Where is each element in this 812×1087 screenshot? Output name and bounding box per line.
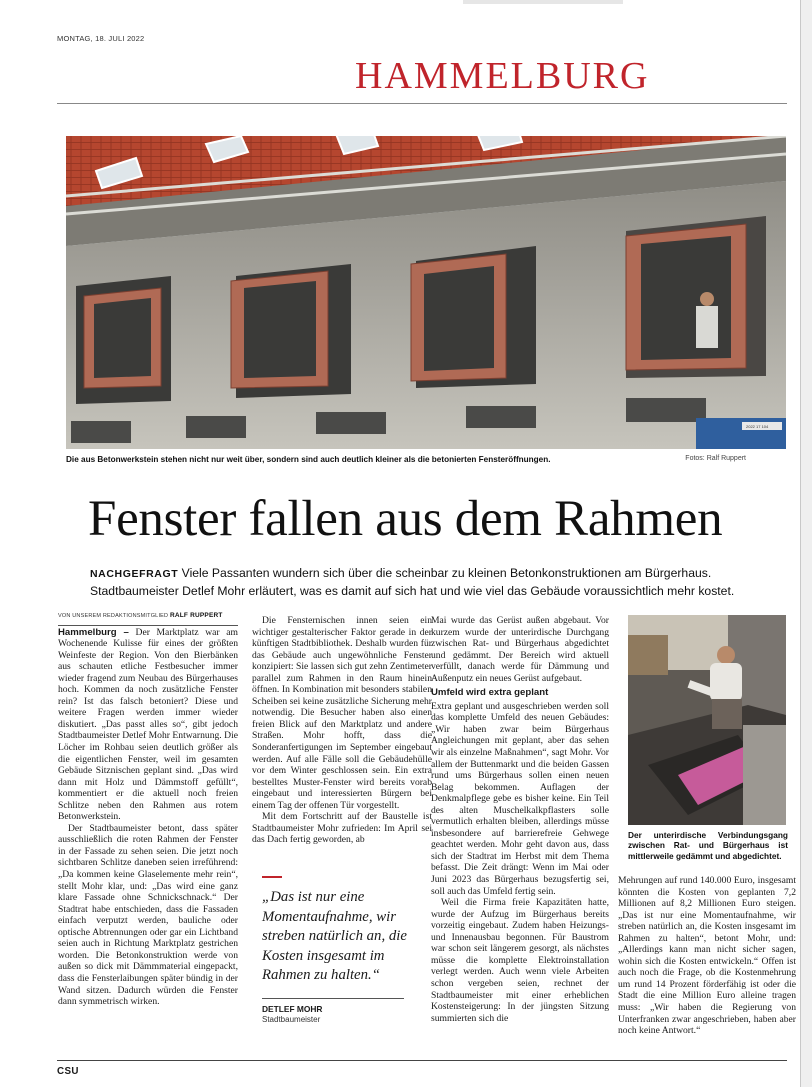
col1-p2: Der Stadtbaumeister betont, dass später ausschließlich die roten Rahmen der Fenster in der Fassade zu sehen seien. Die jetzt noch sichtbaren Schlitze daneben seien irreführend: „Da kommen keine Glaselemente mehr rein“, stellt Mohr klar, und: „Das wird eine ganz klare Fassade ohne Schnickschnack.“ Der Stadtrat habe entschieden, dass die Fassaden einfach verputzt werden, bauliche oder optische Abtrennungen oder gar ein Lichtband seien auch in Richtung Marktplatz gestrichen worden. Die Betonkonstruktion werde von außen so dick mit Dämmmaterial eingepackt, dass die Fensterlaibungen später bündig in der Wand sitzen. Dadurch würden die Fenster dann symmetrisch wirken. (58, 822, 238, 1008)
kicker: NACHGEFRAGT (90, 568, 179, 580)
quote-name: DETLEF MOHR (262, 1003, 323, 1014)
article-column-1 (58, 610, 238, 1008)
quote-rule (262, 998, 404, 999)
deck-text: Viele Passanten wundern sich über die scheinbar zu kleinen Betonkonstruktionen am Bürgerhaus. Stadtbaumeister Detlef Mohr erläutert, was es damit auf sich hat und wie viel das Gebäude voraussichtlich mehr kostet. (90, 566, 735, 598)
article-column-3 (431, 615, 609, 1024)
quote-text: „Das ist nur eine Momentaufnahme, wir streben natürlich an, die Kosten insgesamt im Rahmen zu halten.“ (262, 889, 407, 984)
quote-role: Stadtbaumeister (262, 1014, 321, 1024)
section-title: HAMMELBURG (355, 55, 650, 97)
worker-illustration (628, 615, 786, 825)
main-photo-caption: Die aus Betonwerkstein stehen nicht nur weit über, sondern sind auch deutlich kleiner als die betonierten Fensteröffnungen. (66, 455, 551, 464)
lead-place: Hammelburg – (58, 626, 129, 638)
col4-p1: Mehrungen auf rund 140.000 Euro, insgesamt könnten die Kosten von geplanten 7,2 Millionen auf 8,2 Millionen Euro steigen. „Das ist nur eine Momentaufnahme, wir streben natürlich an, die Kosten insgesamt im Rahmen zu halten“, betont Mohr, und: „Allerdings kann man nicht sicher sagen, wohin sich die Kosten entwickeln.“ Offen ist auch noch die Frage, ob die Kostenmehrung um rund 14 Prozent förderfähig ist oder die Stadt die eine Million Euro alleine tragen muss: „Wir haben die Regierung von Unterfranken zwar angeschrieben, haben aber noch keine Antwort.“ (618, 875, 796, 1037)
article-column-4 (618, 875, 796, 1037)
footer-tag: CSU (57, 1066, 79, 1077)
header-rule (57, 103, 787, 104)
building-facade-illustration (66, 136, 786, 449)
byline-prefix: VON UNSEREM REDAKTIONSMITGLIED (58, 613, 169, 619)
article-column-2 (252, 615, 432, 846)
col2-p2: Mit dem Fortschritt auf der Baustelle ist Stadtbaumeister Mohr zufrieden: Im April sei das Dach fertig geworden, ab (252, 811, 432, 846)
col3-p2: Extra geplant und ausgeschrieben werden soll das komplette Umfeld des neuen Gebäudes: „Wir haben zwar beim Bürgerhaus Angleichungen mit geplant, aber das sehen wir als einzelne Maßnahmen“, sagt Mohr. Vor allem der Buttenmarkt und die beiden Gassen rund ums Bürgerhaus sollen einen neuen Belag bekommen. Auflagen der Denkmalpflege gebe es bisher keine. Ein Teil des alten Muschelkalkpflasters solle vermutlich erhalten bleiben, allerdings müsse insbesondere auf barrierefreie Gehwege geachtet werden. Mohr geht davon aus, dass sich der Stadtrat im Herbst mit dem Thema befasst. Die Zeit drängt: Wenn im Mai oder Juni 2023 das Bürgerhaus bezugsfertig sei, soll auch das Umfeld fertig sein. (431, 700, 609, 897)
pull-quote (262, 880, 414, 1024)
footer-rule (57, 1060, 787, 1061)
photo-credit: Fotos: Ralf Ruppert (685, 455, 746, 462)
col3-p1: Mai wurde das Gerüst außen abgebaut. Vor kurzem wurde der unterirdische Durchgang zwischen Rat- und Bürgerhaus abgedichtet und gedämmt. Der Bereich wird aktuell verfüllt, danach werde für Dämmung und Außenputz ein neues Gerüst aufgebaut. (431, 615, 609, 684)
headline: Fenster fallen aus dem Rahmen (88, 491, 723, 547)
quote-accent (262, 876, 282, 878)
top-tab (463, 0, 623, 4)
paragraph (58, 627, 238, 823)
adjacent-page-edge (800, 0, 812, 1087)
subheading: Umfeld wird extra geplant (431, 687, 549, 699)
col1-p1: Der Marktplatz war am Wochenende Kulisse für eines der größten Weinfeste der Region. Von den Bierbänken aus schauten etliche Festbesucher immer wieder fragend zum Neubau des Bürgerhauses hoch. Kommen da noch zusätzliche Fenster rein? Ist das falsch betoniert? Diese und weitere Fragen werden immer wieder diskutiert. „Das passt alles so“, gibt jedoch Stadtbaumeister Detlef Mohr Entwarnung. Die Löcher im Rohbau seien deutlich größer als die eigentlichen Fenster, weil im gesamten Gebäude Sitznischen geplant sind. „Das wird dann mit Holz und Dämmstoff gefüllt“, kommentiert er die aktuell noch freien Schlitze neben den Rahmen aus rotem Betonwerkstein. (58, 626, 238, 823)
side-photo (628, 615, 786, 825)
dateline: MONTAG, 18. JULI 2022 (57, 34, 145, 43)
byline-author: RALF RUPPERT (169, 612, 223, 619)
main-photo (66, 136, 786, 449)
byline (58, 610, 238, 623)
col2-p1: Die Fensternischen innen seien ein wichtiger gestalterischer Faktor gerade in der künftigen Stadtbibliothek. Deshalb wurden für das Gebäude auch ungewöhnliche Fenster konzipiert: Sie lassen sich gut zehn Zentimeter parallel zum Rahmen in den Raum hinein öffnen. In Kombination mit besonders stabilen Scheiben sei keine zusätzliche Sicherung mehr notwendig. Die Besucher haben also einen freien Blick auf den Marktplatz und andere Straßen. Mohr hofft, dass die Sonderanfertigungen im September eingebaut werden. Auf alle Fälle soll die Gebäudehülle vor dem Winter geschlossen sein. Ein extra bestelltes Muster-Fenster wird bereits vorab eingebaut und interessierten Bürgern bei einem Tag der offenen Tür vorgestellt. (252, 615, 432, 811)
col3-p3: Weil die Firma freie Kapazitäten hatte, wurde der Aufzug im Bürgerhaus bereits vorzeitig eingebaut. Zudem haben Heizungs- und Innenausbau begonnen. Für Baustrom war schon seit längerem gesorgt, als nächstes müsse die komplette Elektroinstallation verlegt werden. Auch wenn viele Arbeiten schon vergeben seien, rechnet der Stadtbaumeister mit einer erheblichen Kostensteigerung: In der jüngsten Sitzung summierten sich die (431, 897, 609, 1024)
byline-rule (58, 625, 238, 626)
container-sign: 2022 17 104 (746, 424, 769, 429)
side-photo-caption: Der unterirdische Verbindungsgang zwischen Rat- und Bürgerhaus ist mittlerweile gedämmt und abgedichtet. (628, 830, 788, 861)
deck (90, 565, 790, 599)
